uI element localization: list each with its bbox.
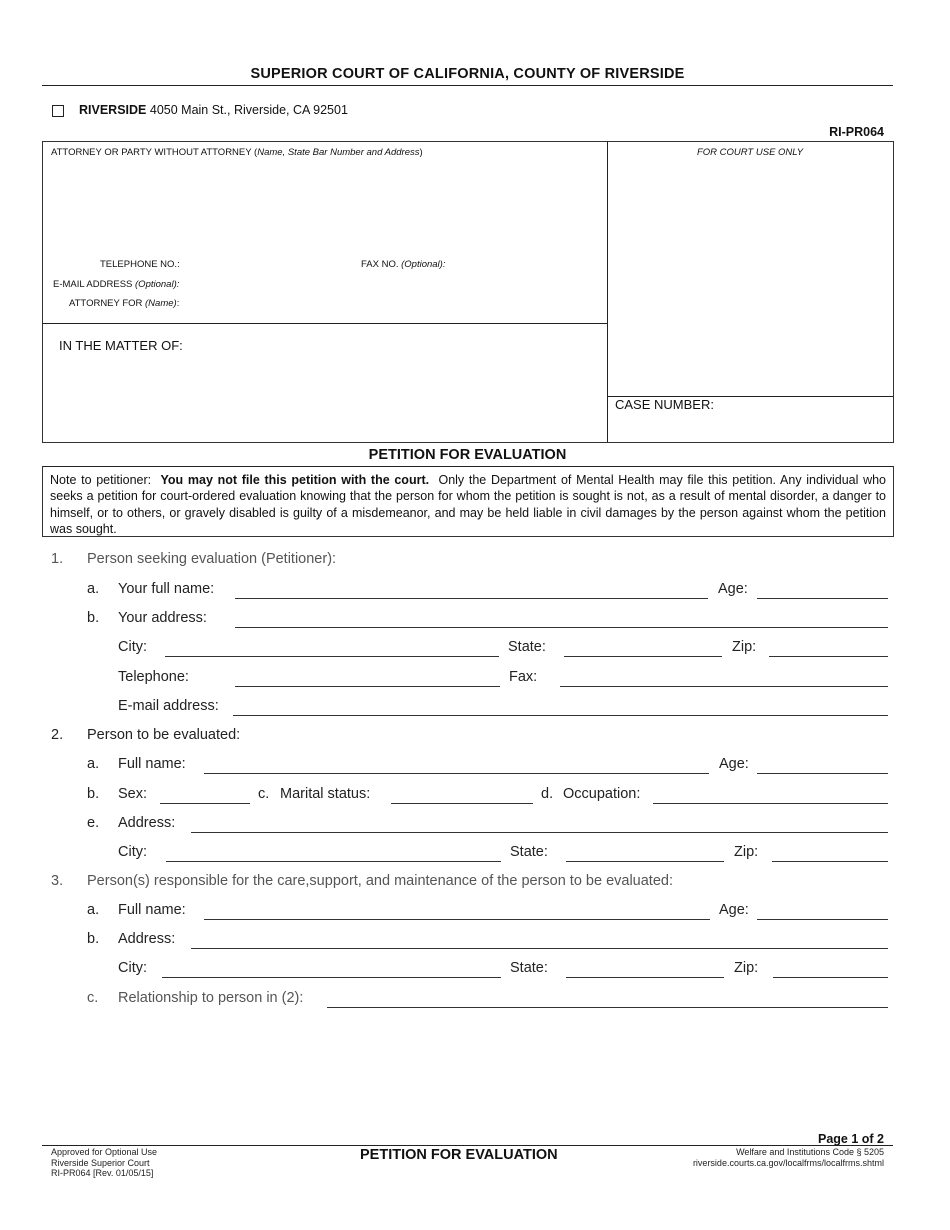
- responsible-name-field[interactable]: [204, 919, 710, 920]
- section3-b: b.: [87, 931, 100, 947]
- section1-title: Person seeking evaluation (Petitioner):: [87, 551, 337, 567]
- evaluee-name-label: Full name:: [118, 756, 186, 772]
- petitioner-state-label: State:: [508, 639, 546, 655]
- footer-revision: RI-PR064 [Rev. 01/05/15]: [51, 1168, 154, 1178]
- section2-title: Person to be evaluated:: [87, 727, 241, 743]
- header-divider: [42, 85, 893, 86]
- petitioner-city-field[interactable]: [165, 656, 499, 657]
- court-title: SUPERIOR COURT OF CALIFORNIA, COUNTY OF RIVERSIDE: [250, 66, 685, 82]
- location-name: RIVERSIDE: [79, 103, 147, 117]
- evaluee-sex-field[interactable]: [160, 803, 250, 804]
- footer-title: PETITION FOR EVALUATION: [360, 1147, 558, 1163]
- email-label: E-MAIL ADDRESS (Optional):: [53, 279, 180, 290]
- petitioner-email-label: E-mail address:: [118, 698, 219, 714]
- responsible-state-label: State:: [510, 960, 548, 976]
- footer-court: Riverside Superior Court: [51, 1157, 150, 1168]
- section2-number: 2.: [51, 727, 64, 743]
- petitioner-zip-field[interactable]: [769, 656, 888, 657]
- telephone-label: TELEPHONE NO.:: [100, 259, 180, 270]
- evaluee-state-field[interactable]: [566, 861, 724, 862]
- court-location: [79, 103, 348, 117]
- riverside-location-checkbox[interactable]: [52, 105, 64, 117]
- section1-a: a.: [87, 581, 100, 597]
- section2-e: e.: [87, 815, 100, 831]
- evaluee-address-field[interactable]: [191, 832, 888, 833]
- footer-approved: Approved for Optional Use: [51, 1147, 158, 1157]
- page-number: Page 1 of 2: [818, 1132, 884, 1146]
- attorney-for-label: ATTORNEY FOR (Name):: [69, 298, 180, 309]
- petitioner-age-label: Age:: [718, 581, 748, 597]
- responsible-city-label: City:: [118, 960, 147, 976]
- responsible-city-field[interactable]: [162, 977, 501, 978]
- footer-right: [693, 1147, 884, 1168]
- petitioner-city-label: City:: [118, 639, 147, 655]
- case-number-field[interactable]: [615, 414, 885, 438]
- responsible-age-label: Age:: [719, 902, 749, 918]
- petitioner-name-field[interactable]: [235, 598, 708, 599]
- footer-code: Welfare and Institutions Code § 5205: [736, 1147, 884, 1157]
- responsible-zip-field[interactable]: [773, 977, 888, 978]
- attorney-for-field[interactable]: [185, 295, 600, 309]
- petitioner-address-label: Your address:: [118, 610, 207, 626]
- matter-field[interactable]: [59, 356, 599, 436]
- section1-number: 1.: [51, 551, 64, 567]
- evaluee-occupation-label: Occupation:: [563, 786, 641, 802]
- footer-left: [51, 1147, 157, 1179]
- matter-label: IN THE MATTER OF:: [59, 338, 183, 353]
- evaluee-name-field[interactable]: [204, 773, 709, 774]
- responsible-zip-label: Zip:: [734, 960, 759, 976]
- form-number: RI-PR064: [829, 125, 884, 139]
- section2-c: c.: [258, 786, 270, 802]
- location-address: 4050 Main St., Riverside, CA 92501: [149, 103, 348, 117]
- telephone-field[interactable]: [185, 256, 345, 270]
- evaluee-city-field[interactable]: [166, 861, 501, 862]
- evaluee-sex-label: Sex:: [118, 786, 148, 802]
- petitioner-note: Note to petitioner: You may not file this petition with the court. Only the Department of Mental Health may file this petition. Any individual who seeks a petition for court-ordered evaluation knowing that the person for whom the petition is sought is not, as a result of mental disorder, a danger to himself, or to others, or gravely disabled is guilty of a misdemeanor, and may be held liable in civil damages by the person against whom the petition was sought.: [50, 473, 886, 536]
- responsible-name-label: Full name:: [118, 902, 186, 918]
- evaluee-age-label: Age:: [719, 756, 749, 772]
- evaluee-zip-field[interactable]: [772, 861, 888, 862]
- footer-divider: [42, 1145, 893, 1146]
- petitioner-fax-label: Fax:: [509, 669, 538, 685]
- responsible-age-field[interactable]: [757, 919, 888, 920]
- responsible-address-field[interactable]: [191, 948, 888, 949]
- section2-a: a.: [87, 756, 100, 772]
- evaluee-age-field[interactable]: [757, 773, 888, 774]
- section1-b: b.: [87, 610, 100, 626]
- section3-a: a.: [87, 902, 100, 918]
- responsible-state-field[interactable]: [566, 977, 724, 978]
- relationship-label: Relationship to person in (2):: [118, 990, 304, 1006]
- attorney-box-divider: [42, 323, 608, 324]
- petitioner-age-field[interactable]: [757, 598, 888, 599]
- court-use-label: FOR COURT USE ONLY: [696, 147, 804, 158]
- section2-b: b.: [87, 786, 100, 802]
- attorney-name-address-field[interactable]: [51, 152, 601, 252]
- evaluee-zip-label: Zip:: [734, 844, 759, 860]
- attorney-label: ATTORNEY OR PARTY WITHOUT ATTORNEY (Name, State Bar Number and Address): [51, 147, 423, 158]
- evaluee-city-label: City:: [118, 844, 147, 860]
- petitioner-email-field[interactable]: [233, 715, 888, 716]
- petitioner-telephone-label: Telephone:: [118, 669, 189, 685]
- petitioner-name-label: Your full name:: [118, 581, 215, 597]
- section3-number: 3.: [51, 873, 64, 889]
- evaluee-state-label: State:: [510, 844, 548, 860]
- section3-c: c.: [87, 990, 99, 1006]
- petition-title: PETITION FOR EVALUATION: [368, 447, 567, 463]
- evaluee-address-label: Address:: [118, 815, 176, 831]
- section2-d: d.: [541, 786, 554, 802]
- petitioner-address-field[interactable]: [235, 627, 888, 628]
- petitioner-zip-label: Zip:: [732, 639, 757, 655]
- evaluee-marital-field[interactable]: [391, 803, 533, 804]
- relationship-field[interactable]: [327, 1007, 888, 1008]
- fax-field[interactable]: [450, 256, 600, 270]
- responsible-address-label: Address:: [118, 931, 176, 947]
- evaluee-marital-label: Marital status:: [280, 786, 371, 802]
- petitioner-state-field[interactable]: [564, 656, 722, 657]
- email-field[interactable]: [185, 276, 600, 290]
- petitioner-telephone-field[interactable]: [235, 686, 500, 687]
- petitioner-fax-field[interactable]: [560, 686, 888, 687]
- evaluee-occupation-field[interactable]: [653, 803, 888, 804]
- case-number-label: CASE NUMBER:: [615, 397, 714, 412]
- fax-label: FAX NO. (Optional):: [361, 259, 446, 270]
- footer-url: riverside.courts.ca.gov/localfrms/localfrms.shtml: [692, 1157, 884, 1168]
- section3-title: Person(s) responsible for the care,support, and maintenance of the person to be evaluated:: [87, 873, 673, 889]
